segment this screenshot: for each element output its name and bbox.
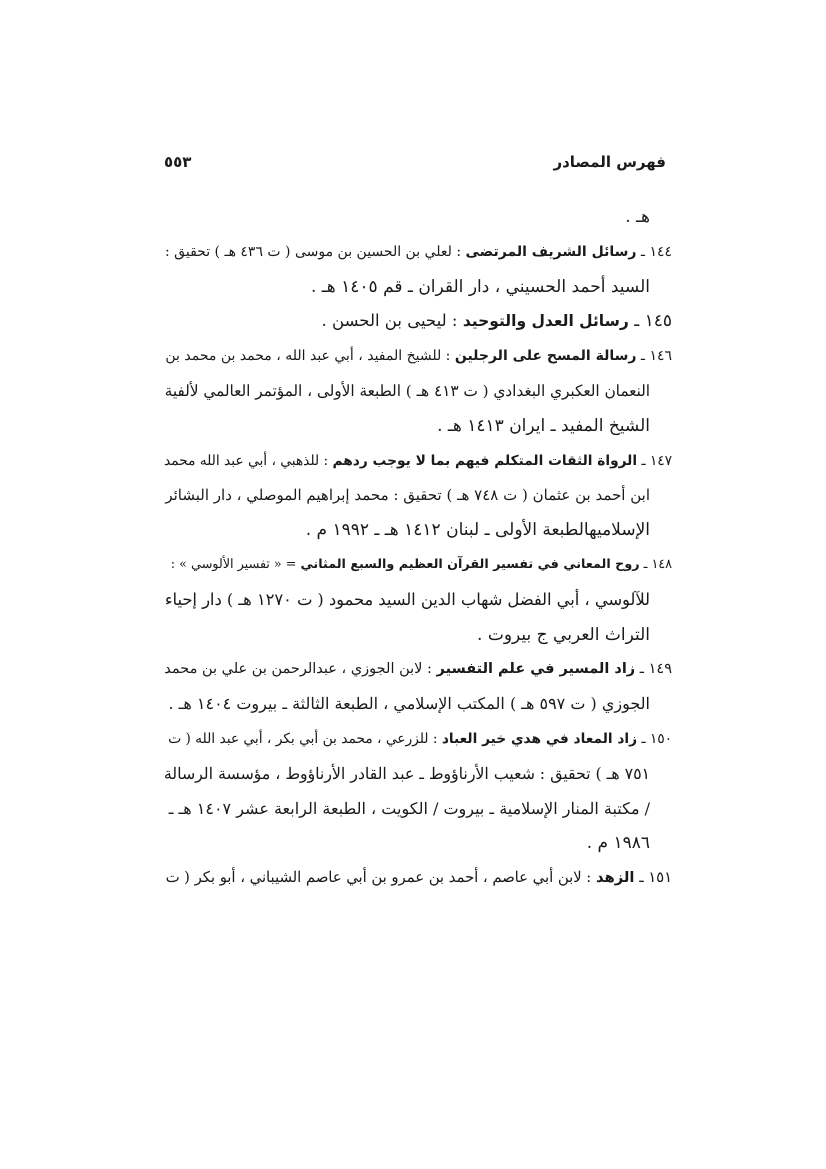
entry-148-line: ١٤٨ ـ روح المعاني في تفسير القرآن العظيم والسبع المثاني = « تفسير الألوسي » :: [170, 556, 672, 572]
entry-title: رسالة المسح على الرجلين: [454, 348, 637, 365]
line-9: الإسلاميهالطبعة الأولى ـ لبنان ١٤١٢ هـ ـ ١٩٩٢ م .: [305, 520, 650, 541]
line-11: للآلوسي ، أبي الفضل شهاب الدين السيد محمود ( ت ١٢٧٠ هـ ) دار إحياء: [164, 589, 650, 609]
entry-title: زاد المعاد في هدي خير العباد: [441, 730, 638, 747]
line-12: التراث العربي ج بيروت .: [477, 624, 650, 645]
entry-146-line: ١٤٦ ـ رسالة المسح على الرجلين : للشيخ المفيد ، أبي عبد الله ، محمد بن محمد بن: [165, 348, 672, 365]
entry-title: الرواة الثقات المتكلم فيهم بما لا يوجب ردهم: [332, 452, 638, 469]
entry-144-line: ١٤٤ ـ رسائل الشريف المرتضى : لعلي بن الحسين بن موسى ( ت ٤٣٦ هـ ) تحقيق :: [165, 243, 672, 260]
line-16: ٧٥١ هـ ) تحقيق : شعيب الأرناؤوط ـ عبد القادر الأرناؤوط ، مؤسسة الرسالة: [163, 763, 650, 783]
line-0: هـ .: [625, 207, 650, 227]
line-14: الجوزي ( ت ٥٩٧ هـ ) المكتب الإسلامي ، الطبعة الثالثة ـ بيروت ١٤٠٤ هـ .: [168, 694, 650, 714]
page-number: ٥٥٣: [164, 153, 192, 171]
line-6: الشيخ المفيد ـ ايران ١٤١٣ هـ .: [437, 415, 650, 436]
line-5: النعمان العكبري البغدادي ( ت ٤١٣ هـ ) الطبعة الأولى ، المؤتمر العالمي لألفية: [164, 381, 650, 400]
bibliography-list: [164, 200, 672, 896]
entry-149-line: ١٤٩ ـ زاد المسير في علم التفسير : لابن الجوزي ، عبدالرحمن بن علي بن محمد: [164, 661, 672, 678]
header-title: فهرس المصادر: [553, 153, 666, 171]
entry-151-line: ١٥١ ـ الزهد : لابن أبي عاصم ، أحمد بن عمرو بن أبي عاصم الشيباني ، أبو بكر ( ت: [165, 869, 672, 887]
entry-title: رسائل العدل والتوحيد: [462, 312, 629, 331]
entry-145-line: ١٤٥ ـ رسائل العدل والتوحيد : ليحيى بن الحسن .: [321, 311, 672, 332]
entry-title: الزهد: [595, 869, 635, 887]
entry-147-line: ١٤٧ ـ الرواة الثقات المتكلم فيهم بما لا يوجب ردهم : للذهبي ، أبي عبد الله محمد: [163, 452, 672, 469]
entry-title: رسائل الشريف المرتضى: [465, 243, 637, 260]
line-18: ١٩٨٦ م .: [586, 833, 650, 854]
entry-title: زاد المسير في علم التفسير: [436, 661, 636, 678]
entry-title: روح المعاني في تفسير القرآن العظيم والسبع المثاني: [300, 556, 640, 572]
line-2: السيد أحمد الحسيني ، دار القران ـ قم ١٤٠٥ هـ .: [310, 276, 650, 297]
line-17: / مكتبة المنار الإسلامية ـ بيروت / الكويت ، الطبعة الرابعة عشر ١٤٠٧ هـ ـ: [168, 798, 650, 818]
line-8: ابن أحمد بن عثمان ( ت ٧٤٨ هـ ) تحقيق : محمد إبراهيم الموصلي ، دار البشائر: [165, 486, 650, 505]
running-header: [164, 153, 666, 181]
entry-150-line: ١٥٠ ـ زاد المعاد في هدي خير العباد : للزرعي ، محمد بن أبي بكر ، أبي عبد الله ( ت: [168, 730, 672, 747]
